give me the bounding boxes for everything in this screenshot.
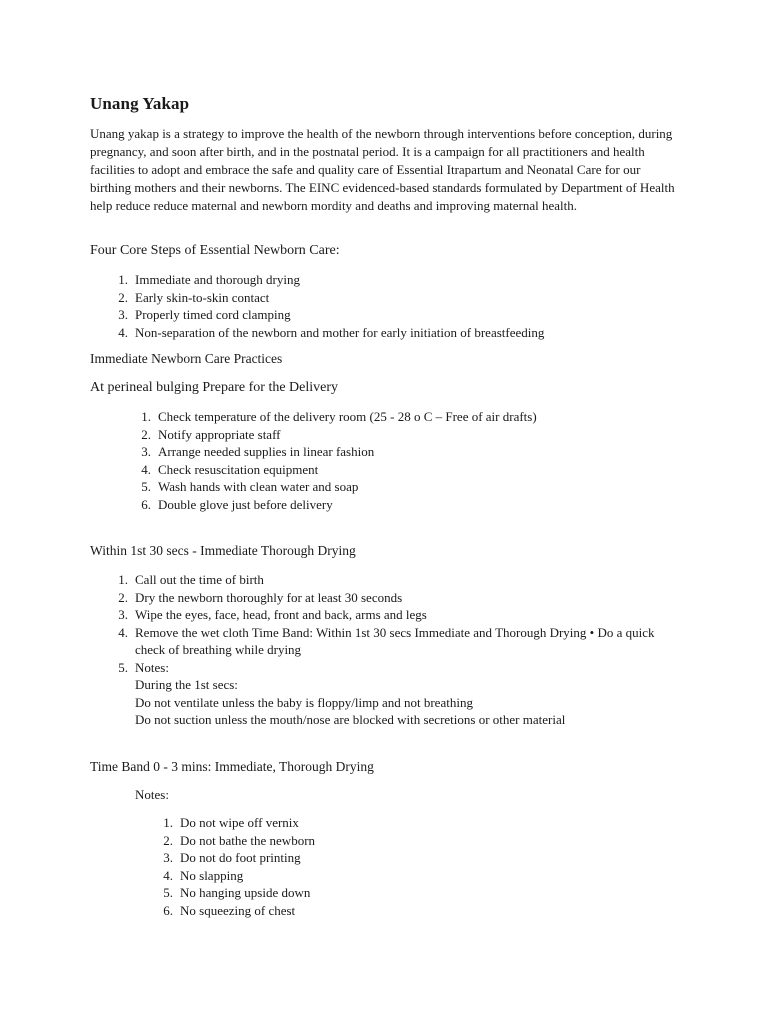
list-item: 3. Arrange needed supplies in linear fashion — [141, 444, 375, 459]
intro-paragraph: Unang yakap is a strategy to improve the health of the newborn through interventions before conception, during pregnancy, and soon after birth, and in the postnatal period. It is a campaign for all practitioners and health facilities to adopt and embrace the safe and quality care of Essential Itrapartum and Neonatal Care for our birthing mothers and their newborns. The EINC evidenced-based standards formulated by Department of Health help reduce reduce maternal and newborn mordity and deaths and improving maternal health. — [90, 126, 675, 213]
timeband-list — [163, 814, 680, 919]
list-item: 4. Non-separation of the newborn and mother for early initiation of breastfeeding — [118, 324, 545, 340]
list-item: 4. Remove the wet cloth Time Band: Within 1st 30 secs Immediate and Thorough Drying • Do a quick check of breathing while drying — [118, 624, 655, 657]
core-steps-heading: Four Core Steps of Essential Newborn Care: — [90, 243, 340, 258]
document-title: Unang Yakap — [90, 94, 190, 113]
note-line: Do not ventilate unless the baby is floppy/limp and not breathing — [135, 694, 473, 710]
list-item: 5. Notes: During the 1st secs: Do not ventilate unless the baby is floppy/limp and not breathing Do not suction unless the mouth/nose are blocked with secretions or other material — [135, 659, 680, 729]
core-steps-list — [118, 271, 695, 341]
list-item: 1. Immediate and thorough drying — [118, 272, 300, 287]
list-item: 3. Do not do foot printing — [163, 850, 301, 865]
list-item: 1. Check temperature of the delivery room (25 - 28 o C – Free of air drafts) — [141, 409, 537, 424]
list-item: 5. No hanging upside down — [163, 885, 311, 900]
list-item: 2. Do not bathe the newborn — [163, 832, 316, 848]
note-line: Do not suction unless the mouth/nose are blocked with secretions or other material — [135, 712, 566, 727]
perineal-list — [141, 408, 698, 513]
list-item: 4. No slapping — [163, 867, 244, 883]
list-item: 3. Properly timed cord clamping — [118, 307, 291, 322]
list-item: 2. Dry the newborn thoroughly for at least 30 seconds — [118, 589, 403, 605]
drying-list — [118, 571, 680, 729]
list-item: 2. Notify appropriate staff — [141, 426, 281, 442]
list-item: 1. Call out the time of birth — [118, 572, 264, 587]
timeband-heading: Time Band 0 - 3 mins: Immediate, Thorough Drying — [90, 759, 374, 774]
list-item: 5. Wash hands with clean water and soap — [141, 479, 359, 494]
note-line: During the 1st secs: — [135, 677, 238, 692]
list-item: 3. Wipe the eyes, face, head, front and back, arms and legs — [118, 607, 427, 622]
perineal-heading: At perineal bulging Prepare for the Delivery — [90, 380, 339, 395]
list-item: 6. No squeezing of chest — [163, 902, 296, 918]
timeband-notes-label: Notes: — [135, 787, 169, 802]
list-item: 1. Do not wipe off vernix — [163, 815, 299, 830]
list-item: 6. Double glove just before delivery — [141, 496, 333, 512]
list-item: 4. Check resuscitation equipment — [141, 461, 319, 477]
drying-heading: Within 1st 30 secs - Immediate Thorough Drying — [90, 543, 356, 558]
practices-heading: Immediate Newborn Care Practices — [90, 351, 283, 366]
list-item: 2. Early skin-to-skin contact — [118, 289, 270, 305]
